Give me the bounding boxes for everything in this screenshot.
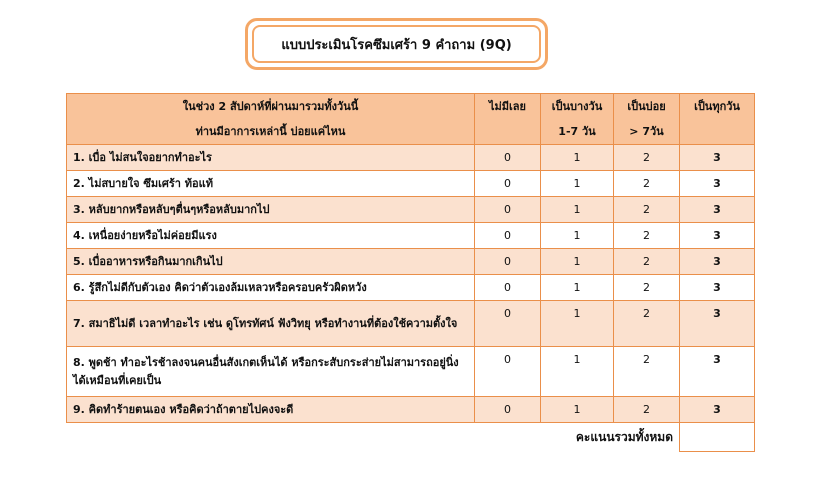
question-text: 1. เบื่อ ไม่สนใจอยากทำอะไร	[67, 145, 475, 171]
score-cell[interactable]: 3	[680, 145, 755, 171]
question-text: 2. ไม่สบายใจ ซึมเศร้า ท้อแท้	[67, 171, 475, 197]
question-row	[67, 171, 755, 197]
score-cell[interactable]: 3	[680, 197, 755, 223]
total-row	[67, 423, 755, 452]
score-cell[interactable]: 3	[680, 223, 755, 249]
score-cell[interactable]: 2	[614, 197, 680, 223]
question-text: 5. เบื่ออาหารหรือกินมากเกินไป	[67, 249, 475, 275]
total-label: คะแนนรวมทั้งหมด	[475, 423, 680, 452]
col-never-header: ไม่มีเลย	[475, 94, 541, 145]
question-row	[67, 223, 755, 249]
question-row	[67, 275, 755, 301]
score-cell[interactable]: 1	[541, 301, 614, 347]
score-cell[interactable]: 2	[614, 145, 680, 171]
score-cell[interactable]: 3	[680, 171, 755, 197]
col-often-header: เป็นบ่อย > 7วัน	[614, 94, 680, 145]
question-row	[67, 197, 755, 223]
score-cell[interactable]: 1	[541, 275, 614, 301]
assessment-table	[66, 93, 755, 452]
score-cell[interactable]: 0	[475, 275, 541, 301]
score-cell[interactable]: 2	[614, 301, 680, 347]
score-cell[interactable]: 1	[541, 347, 614, 397]
score-cell[interactable]: 1	[541, 223, 614, 249]
score-cell[interactable]: 0	[475, 197, 541, 223]
score-cell[interactable]: 0	[475, 223, 541, 249]
question-text: 9. คิดทำร้ายตนเอง หรือคิดว่าถ้าตายไปคงจะดี	[67, 397, 475, 423]
col-always-header: เป็นทุกวัน	[680, 94, 755, 145]
question-row	[67, 301, 755, 347]
score-cell[interactable]: 1	[541, 145, 614, 171]
score-cell[interactable]: 0	[475, 171, 541, 197]
score-cell[interactable]: 1	[541, 171, 614, 197]
question-row	[67, 145, 755, 171]
title-frame	[245, 18, 548, 70]
score-cell[interactable]: 3	[680, 275, 755, 301]
score-cell[interactable]: 2	[614, 249, 680, 275]
total-score-box[interactable]	[680, 423, 755, 452]
score-cell[interactable]: 1	[541, 249, 614, 275]
score-cell[interactable]: 0	[475, 301, 541, 347]
score-cell[interactable]: 1	[541, 397, 614, 423]
score-cell[interactable]: 3	[680, 347, 755, 397]
score-cell[interactable]: 0	[475, 249, 541, 275]
question-row	[67, 347, 755, 397]
col-some-header: เป็นบางวัน 1-7 วัน	[541, 94, 614, 145]
question-row	[67, 249, 755, 275]
question-text: 8. พูดช้า ทำอะไรช้าลงจนคนอื่นสังเกตเห็นได้ หรือกระสับกระส่ายไม่สามารถอยู่นิ่งได้เหมือนที่เคยเป็น	[67, 347, 475, 397]
header-row	[67, 94, 755, 145]
question-text: 3. หลับยากหรือหลับๆตื่นๆหรือหลับมากไป	[67, 197, 475, 223]
score-cell[interactable]: 2	[614, 171, 680, 197]
score-cell[interactable]: 3	[680, 249, 755, 275]
score-cell[interactable]: 2	[614, 347, 680, 397]
score-cell[interactable]: 0	[475, 397, 541, 423]
question-text: 6. รู้สึกไม่ดีกับตัวเอง คิดว่าตัวเองล้มเหลวหรือครอบครัวผิดหวัง	[67, 275, 475, 301]
question-header: ในช่วง 2 สัปดาห์ที่ผ่านมารวมทั้งวันนี้ ท่านมีอาการเหล่านี้ บ่อยแค่ไหน	[67, 94, 475, 145]
score-cell[interactable]: 2	[614, 275, 680, 301]
score-cell[interactable]: 2	[614, 397, 680, 423]
score-cell[interactable]: 0	[475, 145, 541, 171]
score-cell[interactable]: 3	[680, 301, 755, 347]
score-cell[interactable]: 0	[475, 347, 541, 397]
question-text: 7. สมาธิไม่ดี เวลาทำอะไร เช่น ดูโทรทัศน์ ฟังวิทยุ หรือทำงานที่ต้องใช้ความตั้งใจ	[67, 301, 475, 347]
page-title: แบบประเมินโรคซึมเศร้า 9 คำถาม (9Q)	[252, 25, 541, 63]
score-cell[interactable]: 3	[680, 397, 755, 423]
score-cell[interactable]: 2	[614, 223, 680, 249]
question-row	[67, 397, 755, 423]
score-cell[interactable]: 1	[541, 197, 614, 223]
question-text: 4. เหนื่อยง่ายหรือไม่ค่อยมีแรง	[67, 223, 475, 249]
